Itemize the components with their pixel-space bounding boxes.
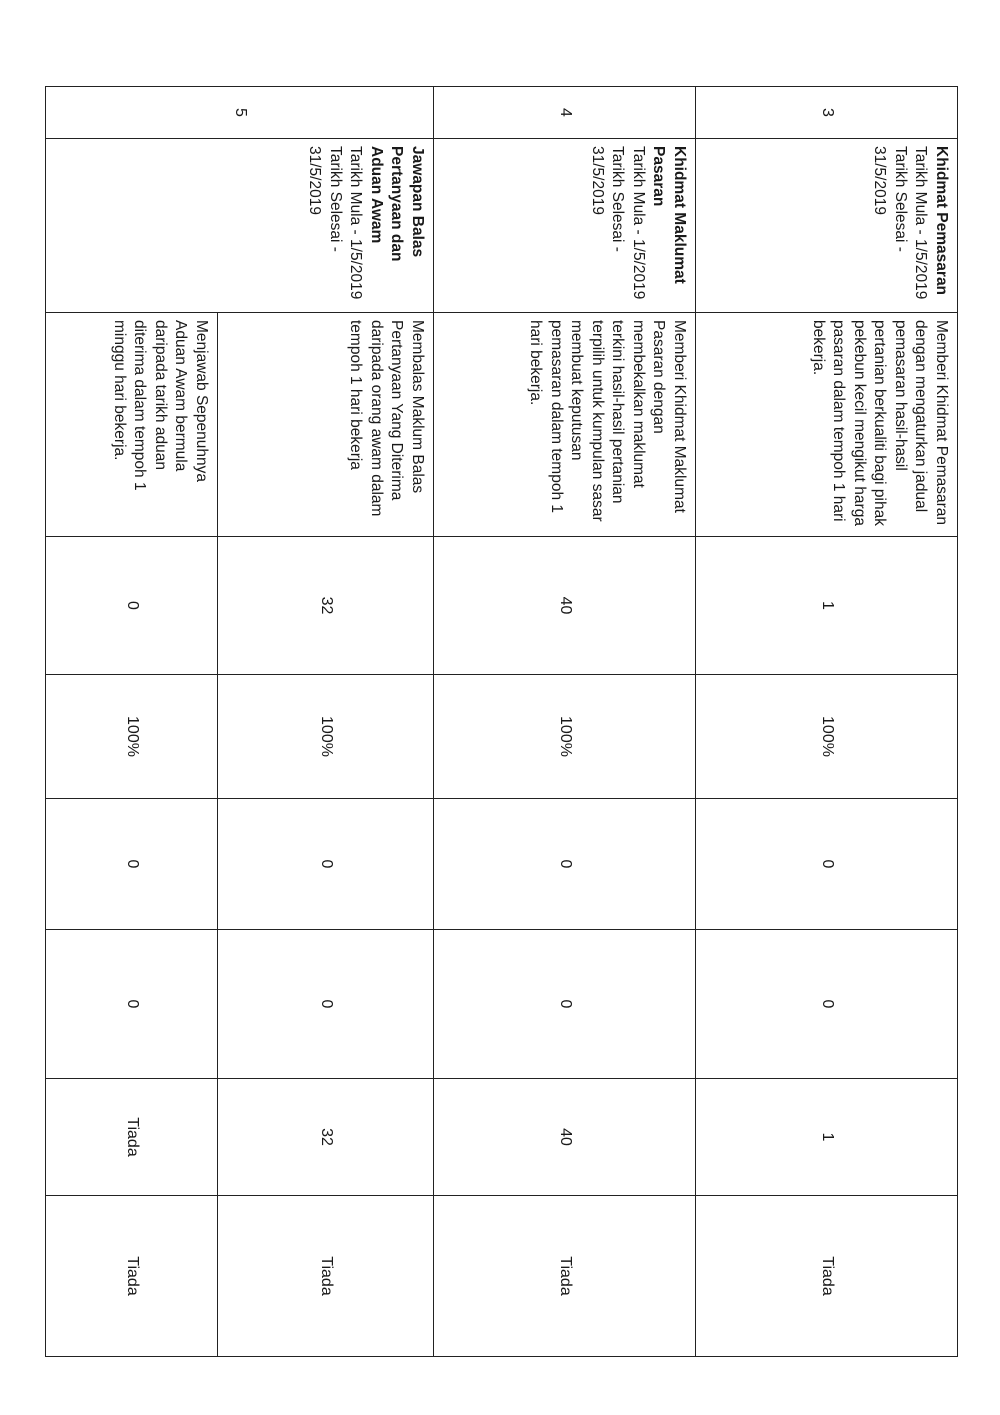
service-description: Menjawab Sepenuhnya Aduan Awam bermula daripada tarikh aduan diterima dalam tempoh 1 minggu hari bekerja. bbox=[46, 313, 218, 537]
end-date-label: Tarikh Selesai - bbox=[609, 146, 627, 252]
table-row-4 bbox=[434, 87, 696, 1357]
service-cell bbox=[46, 139, 434, 313]
value-col-b: 0 bbox=[696, 930, 958, 1079]
end-date: 31/5/2019 bbox=[306, 146, 324, 215]
service-performance-table bbox=[45, 86, 958, 1357]
service-description: Memberi Khidmat Pemasaran dengan mengaturkan jadual pemasaran hasil-hasil pertanian berkualiti bagi pihak pekebun kecil mengikut harga pasaran dalam tempoh 1 hari bekerja. bbox=[696, 313, 958, 537]
value-col-b: 0 bbox=[218, 930, 434, 1079]
row-number: 3 bbox=[696, 87, 958, 139]
start-date: Tarikh Mula - 1/5/2019 bbox=[630, 146, 647, 300]
end-date-label: Tarikh Selesai - bbox=[327, 146, 344, 252]
received-count: 0 bbox=[46, 537, 218, 675]
service-title: Khidmat Maklumat Pasaran bbox=[650, 146, 688, 284]
start-date: Tarikh Mula - 1/5/2019 bbox=[347, 146, 365, 300]
service-title: Jawapan Balas Pertanyaan dan Aduan Awam bbox=[368, 146, 426, 262]
value-col-d: Tiada bbox=[696, 1196, 958, 1357]
row-number: 4 bbox=[434, 87, 696, 139]
value-col-d: Tiada bbox=[434, 1196, 696, 1357]
value-col-a: 0 bbox=[218, 799, 434, 930]
end-date: 31/5/2019 bbox=[871, 146, 889, 215]
value-col-a: 0 bbox=[46, 799, 218, 930]
value-col-c: 40 bbox=[434, 1079, 696, 1196]
received-count: 40 bbox=[434, 537, 696, 675]
value-col-c: 32 bbox=[218, 1079, 434, 1196]
start-date: Tarikh Mula - 1/5/2019 bbox=[912, 146, 930, 300]
value-col-b: 0 bbox=[46, 930, 218, 1079]
value-col-a: 0 bbox=[434, 799, 696, 930]
service-description: Memberi Khidmat Maklumat Pasaran dengan membekalkan maklumat terkini hasil-hasil pertanian terpilih untuk kumpulan sasar membuat keputusan pemasaran dalam tempoh 1 hari bekerja. bbox=[434, 313, 696, 537]
rotated-page bbox=[46, 86, 958, 1356]
row-number: 5 bbox=[46, 87, 434, 139]
value-col-d: Tiada bbox=[46, 1196, 218, 1357]
table-row-5 bbox=[218, 87, 434, 1357]
service-cell bbox=[434, 139, 696, 313]
end-date-label: Tarikh Selesai - bbox=[892, 146, 909, 252]
service-title: Khidmat Pemasaran bbox=[933, 146, 950, 296]
achievement-percent: 100% bbox=[696, 675, 958, 799]
value-col-c: Tiada bbox=[46, 1079, 218, 1196]
achievement-percent: 100% bbox=[218, 675, 434, 799]
value-col-b: 0 bbox=[434, 930, 696, 1079]
received-count: 32 bbox=[218, 537, 434, 675]
value-col-a: 0 bbox=[696, 799, 958, 930]
value-col-c: 1 bbox=[696, 1079, 958, 1196]
end-date: 31/5/2019 bbox=[589, 146, 606, 215]
received-count: 1 bbox=[696, 537, 958, 675]
table-row-3 bbox=[696, 87, 958, 1357]
service-description: Membalas Maklum Balas Pertanyaan Yang Diterima daripada orang awam dalam tempoh 1 hari bekerja bbox=[218, 313, 434, 537]
achievement-percent: 100% bbox=[434, 675, 696, 799]
service-cell bbox=[696, 139, 958, 313]
achievement-percent: 100% bbox=[46, 675, 218, 799]
value-col-d: Tiada bbox=[218, 1196, 434, 1357]
